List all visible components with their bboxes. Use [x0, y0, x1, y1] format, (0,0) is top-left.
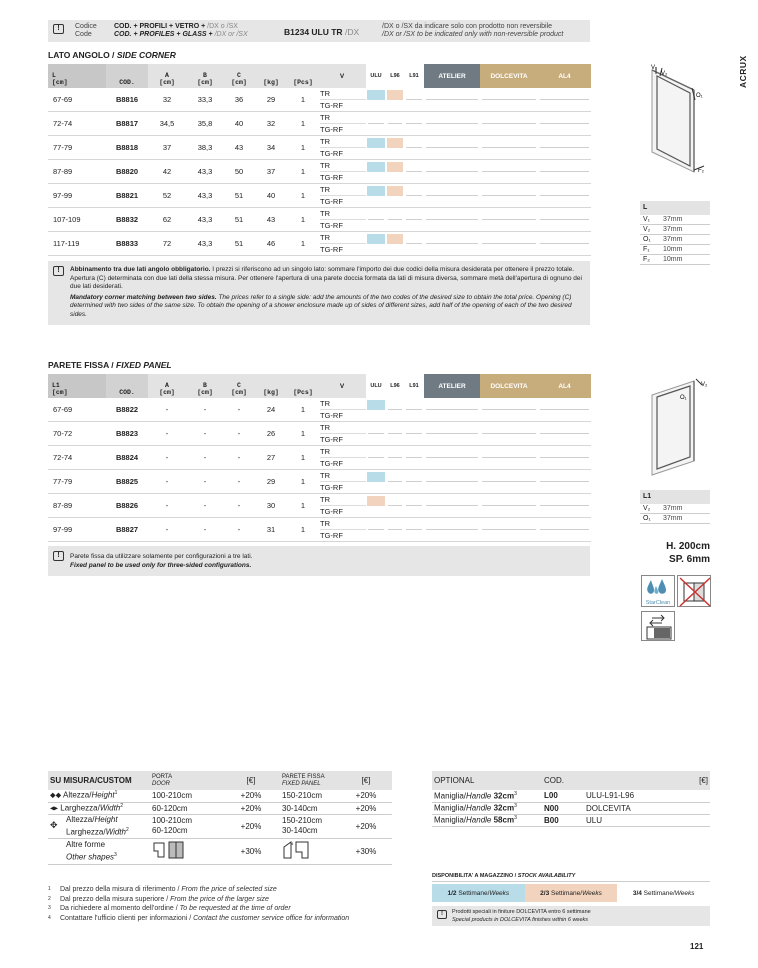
- optional-title: OPTIONAL: [432, 771, 542, 790]
- f2-label: F₂: [698, 168, 704, 174]
- spec-row: O₁ 37mm: [640, 235, 710, 245]
- table-header: L [cm]: [48, 64, 106, 88]
- table-header: [kg]: [254, 374, 288, 398]
- height-label: H. 200cm: [666, 541, 710, 552]
- page-number: 121: [690, 942, 704, 951]
- stock-note: ! Prodotti speciali in finiture DOLCEVITA entro 6 settimane Special products in DOLCEVITA finishes within 6 weeks: [432, 906, 710, 926]
- table-row: 72-74 B8817 34,5 35,8 40 32 1 TR TG-RF: [48, 112, 591, 136]
- spec-table-1: [640, 201, 710, 265]
- table-header: A [cm]: [148, 64, 186, 88]
- table-header: AL4: [538, 374, 591, 398]
- code-value-en: COD. + PROFILES + GLASS +: [114, 31, 213, 38]
- custom-table: SU MISURA/CUSTOM PORTA DOOR [€] PARETE FISSA FIXED PANEL [€] ⬥⬥ Altezza/Height$^1$ 100-210cm +20% 150-210cm +20% ◂▸ Larghezza/Width$^2$ 60-120cm +20% 30-140cm +20% ✥ Altezza/Height Larghezza/Width$^2$ 100-210cm 60-120cm +20% 150-210cm 30-140cm +20% Altre forme Other shapes$^3$ +30% 4 +30%: [48, 771, 392, 865]
- starclean-badge: StarClean: [641, 575, 675, 607]
- table-header: COD.: [106, 374, 148, 398]
- table-header: DOLCEVITA: [480, 374, 538, 398]
- spec-row: O₁ 37mm: [640, 514, 710, 524]
- fixed-panel-diagram: [636, 375, 716, 485]
- optional-row: Maniglia/Handle $32cm^3$ N00 DOLCEVITA: [432, 802, 710, 814]
- shape-icons-fixed: [282, 839, 318, 861]
- svg-text:4: 4: [291, 841, 294, 846]
- corner-diagram: [638, 60, 718, 190]
- code-note-en: /DX or /SX to be indicated only with non-reversible product: [382, 31, 564, 38]
- table-header: L96: [386, 374, 404, 398]
- stock-availability: DISPONIBILITA' A MAGAZZINO / STOCK AVAILABILITY 1/2 Settimane/ Weeks 2/3 Settimane/ Weeks 3/4 Settimane/ Weeks ! Prodotti speciali in finiture DOLCEVITA entro 6 settimane Special products in DOLCEVITA finishes within 6 weeks: [432, 873, 710, 926]
- table-header: C [cm]: [224, 64, 254, 88]
- table-row: 97-99 B8821 52 43,3 51 40 1 TR TG-RF: [48, 184, 591, 208]
- footnote: 4 Contattare l'ufficio clienti per informazioni / Contact the customer service office for information: [48, 914, 350, 922]
- custom-title: SU MISURA/CUSTOM: [48, 771, 150, 790]
- spec-row: V₂ 37mm: [640, 225, 710, 235]
- stock-item: 3/4 Settimane/ Weeks: [617, 884, 710, 902]
- table-header: A [cm]: [148, 374, 186, 398]
- table-header: B [cm]: [186, 64, 224, 88]
- stock-item: 2/3 Settimane/ Weeks: [525, 884, 618, 902]
- spec-row: F₁ 10mm: [640, 245, 710, 255]
- info-icon: !: [53, 24, 64, 34]
- table-row: 87-89 B8820 42 43,3 50 37 1 TR TG-RF: [48, 160, 591, 184]
- fixed-panel-table: [48, 374, 591, 542]
- table-header: C [cm]: [224, 374, 254, 398]
- table-header: ULU: [366, 64, 386, 88]
- optional-row: Maniglia/Handle $58cm^3$ B00 ULU: [432, 814, 710, 826]
- v2-label: V₂: [661, 71, 668, 77]
- info-icon: !: [53, 551, 64, 561]
- optional-row: Maniglia/Handle $32cm^3$ L00 ULU-L91-L96: [432, 790, 710, 802]
- custom-row: Altre forme Other shapes$^3$ +30% 4 +30%: [48, 838, 392, 864]
- table-header: L91: [404, 64, 424, 88]
- footnotes: [48, 885, 398, 923]
- spec-table-2: [640, 490, 710, 524]
- table-row: 77-79 B8825 - - - 29 1 TR TG-RF: [48, 470, 591, 494]
- spec-row: V₂ 37mm: [640, 504, 710, 514]
- code-label: Codice: [75, 23, 97, 30]
- table-header: AL4: [538, 64, 591, 88]
- spec-header: L: [640, 201, 710, 215]
- table-header: L1 [cm]: [48, 374, 106, 398]
- table-row: 107-109 B8832 62 43,3 51 43 1 TR TG-RF: [48, 208, 591, 232]
- table-header: [Pcs]: [288, 374, 318, 398]
- section1-title: LATO ANGOLO / SIDE CORNER: [48, 50, 176, 60]
- height-arrows-icon: ⬥⬥: [50, 791, 62, 801]
- width-arrows-icon: ◂▸: [50, 803, 59, 813]
- table-header: ATELIER: [424, 64, 480, 88]
- custom-row: ◂▸ Larghezza/Width$^2$ 60-120cm +20% 30-140cm +20%: [48, 802, 392, 814]
- table-header: B [cm]: [186, 374, 224, 398]
- table-row: 97-99 B8827 - - - 31 1 TR TG-RF: [48, 518, 591, 542]
- table-header: V: [318, 374, 366, 398]
- custom-row: ✥ Altezza/Height Larghezza/Width$^2$ 100-210cm 60-120cm +20% 150-210cm 30-140cm +20%: [48, 814, 392, 838]
- table-row: 72-74 B8824 - - - 27 1 TR TG-RF: [48, 446, 591, 470]
- spec-header: L1: [640, 490, 710, 504]
- table-header: DOLCEVITA: [480, 64, 538, 88]
- table-row: 70-72 B8823 - - - 26 1 TR TG-RF: [48, 422, 591, 446]
- footnote: 2 Dal prezzo della misura superiore / From the price of the larger size: [48, 895, 269, 903]
- o1-label: O₁: [680, 395, 687, 401]
- code-label-en: Code: [75, 31, 92, 38]
- info-icon: !: [53, 266, 64, 276]
- code-value: COD. + PROFILI + VETRO +: [114, 23, 206, 30]
- corner-note: ! Abbinamento tra due lati angolo obbligatorio. I prezzi si riferiscono ad un singolo lato: sommare l'importo dei due codici della misura desiderata per ottenere il prezzo totale. Apertura (C) determinata con due lati della stessa misura. Per ottenere l'apertura di una parete doccia formata da lati di misura diversa, sommare metà dell'apertura di ognuno dei due lati desiderati. Mandatory corner matching between two sides. The prices refer to a single side: add the amounts of the two codes of the desired size to obtain the total price. Opening (C) determined with two sides of the same size. To obtain the opening of a shower enclosure made up of sides of different sizes, add half of the opening of each of the two desired sides.: [48, 261, 590, 325]
- water-drop-icon: [642, 576, 674, 598]
- table-header: ULU: [366, 374, 386, 398]
- v2-label: V₂: [701, 382, 708, 388]
- shape-icons: [152, 839, 188, 861]
- thickness-label: SP. 6mm: [669, 554, 710, 565]
- o1-label: O₁: [696, 93, 703, 99]
- table-header: V: [318, 64, 366, 88]
- stock-item: 1/2 Settimane/ Weeks: [432, 884, 525, 902]
- footnote: 1 Dal prezzo della misura di riferimento / From the price of selected size: [48, 886, 277, 893]
- table-row: 77-79 B8818 37 38,3 43 34 1 TR TG-RF: [48, 136, 591, 160]
- side-title: ACRUX: [738, 55, 748, 88]
- spec-row: F₂ 10mm: [640, 255, 710, 265]
- table-header: COD.: [106, 64, 148, 88]
- table-row: 87-89 B8826 - - - 30 1 TR TG-RF: [48, 494, 591, 518]
- resize-arrows-icon: ✥: [50, 819, 58, 830]
- code-bar: ! Codice Code COD. + PROFILI + VETRO + /DX o /SX COD. + PROFILES + GLASS + /DX or /SX B1234 ULU TR /DX /DX o /SX da indicare solo con prodotto non reversibile /DX or /SX to be indicated only with non-reversible product: [48, 20, 590, 42]
- table-row: 67-69 B8816 32 33,3 36 29 1 TR TG-RF: [48, 88, 591, 112]
- table-header: ATELIER: [424, 374, 480, 398]
- table-row: 67-69 B8822 - - - 24 1 TR TG-RF: [48, 398, 591, 422]
- section2-title: PARETE FISSA / FIXED PANEL: [48, 360, 172, 370]
- side-corner-table: [48, 64, 591, 256]
- table-row: 117-119 B8833 72 43,3 51 46 1 TR TG-RF: [48, 232, 591, 256]
- sliding-icon: [641, 611, 675, 641]
- table-header: [Pcs]: [288, 64, 318, 88]
- v1-label: V₁: [651, 65, 658, 71]
- optional-table: OPTIONAL COD. [€] Maniglia/Handle $32cm^3$ L00 ULU-L91-L96 Maniglia/Handle $32cm^3$ N00 DOLCEVITA Maniglia/Handle $58cm^3$ B00 ULU: [432, 771, 710, 827]
- no-reversible-icon: [677, 575, 711, 607]
- info-icon: !: [437, 910, 447, 919]
- table-header: L96: [386, 64, 404, 88]
- dimensions: [630, 540, 710, 566]
- code-note-it: /DX o /SX da indicare solo con prodotto non reversibile: [382, 23, 553, 30]
- table-header: L91: [404, 374, 424, 398]
- fixed-note: ! Parete fissa da utilizzare solamente per configurazioni a tre lati. Fixed panel to be used only for three-sided configurations.: [48, 546, 590, 576]
- product-code: B1234 ULU TR: [284, 27, 343, 37]
- spec-row: V₁ 37mm: [640, 215, 710, 225]
- custom-row: ⬥⬥ Altezza/Height$^1$ 100-210cm +20% 150-210cm +20%: [48, 790, 392, 802]
- footnote: 3 Da richiedere al momento dell'ordine / To be requested at the time of order: [48, 905, 291, 912]
- table-header: [kg]: [254, 64, 288, 88]
